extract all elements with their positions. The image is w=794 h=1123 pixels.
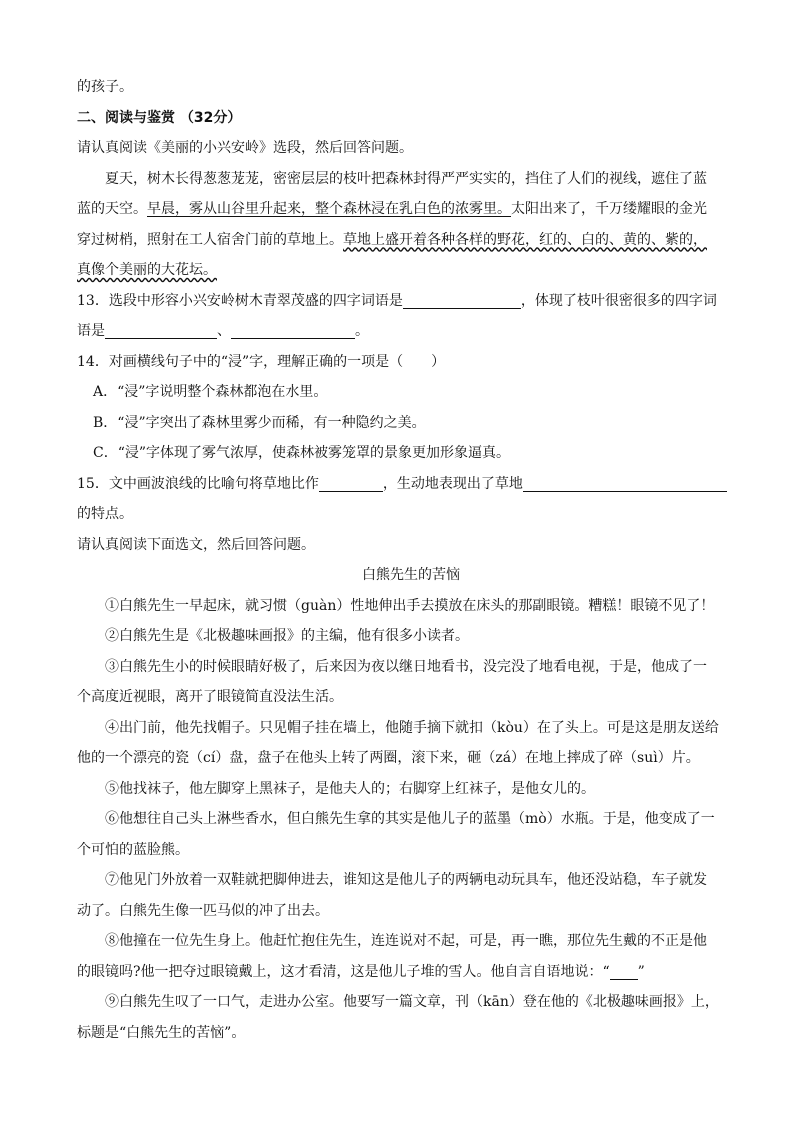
story-paragraph: ⑤他找袜子，他左脚穿上黑袜子，是他夫人的；右脚穿上红袜子，是他女儿的。 xyxy=(105,780,595,797)
question-15: 15．文中画波浪线的比喻句将草地比作 ，生动地表现出了草地 xyxy=(77,469,745,500)
question-14: 14．对画横线句子中的“浸”字，理解正确的一项是（ ） xyxy=(77,353,446,370)
story-paragraph-cont: 他的一个漂亮的瓷（cí）盘，盘子在他头上转了两圈，滚下来，砸（zá）在地上摔成了碎（suì）片。 xyxy=(77,750,700,766)
story-paragraph-cont: 动了。白熊先生像一匹马似的冲了出去。 xyxy=(77,902,329,919)
option-c[interactable]: C．“浸”字体现了雾气浓厚，使森林被雾笼罩的景象更加形象逼真。 xyxy=(93,445,511,461)
story-paragraph: ⑦他见门外放着一双鞋就把脚伸进去，谁知这是他儿子的两辆电动玩具车，他还没站稳，车子就发 xyxy=(105,872,707,888)
question-13-cont: 语是 、 。 xyxy=(77,316,745,347)
story-paragraph: ④出门前，他先找帽子。只见帽子挂在墙上，他随手摘下就扣（kòu）在了头上。可是这是朋友送给 xyxy=(105,719,719,736)
story-paragraph-cont: 个可怕的蓝脸熊。 xyxy=(77,841,189,858)
wavy-underlined-sentence: 真像个美丽的大花坛。 xyxy=(77,262,217,278)
reading-instruction: 请认真阅读《美丽的小兴安岭》选段，然后回答问题。 xyxy=(77,140,413,156)
story-paragraph: ⑨白熊先生叹了一口气，走进办公室。他要写一篇文章，刊（kān）登在他的《北极趣味画报》上， xyxy=(105,994,719,1010)
passage-line: 夏天，树木长得葱葱茏茏，密密层层的枝叶把森林封得严严实实的，挡住了人们的视线，遮住了蓝 xyxy=(105,170,707,187)
story-paragraph: ③白熊先生小的时候眼睛好极了，后来因为夜以继日地看书，没完没了地看电视，于是，他成了一 xyxy=(105,658,707,675)
passage-line: 蓝的天空。早晨，雾从山谷里升起来，整个森林浸在乳白色的浓雾里。太阳出来了，千万缕耀眼的金光 xyxy=(77,201,707,217)
document-page xyxy=(77,72,745,1048)
story-title: 白熊先生的苦恼 xyxy=(362,567,460,583)
story-paragraph: ⑧他撞在一位先生身上。他赶忙抱住先生，连连说对不起，可是，再一瞧，那位先生戴的不正是他 xyxy=(105,933,707,949)
passage-line: 穿过树梢，照射在工人宿舍门前的草地上。草地上盛开着各种各样的野花，红的、白的、黄的、紫的， xyxy=(77,231,707,248)
passage-line xyxy=(77,255,745,286)
question-15-cont: 的特点。 xyxy=(77,506,133,522)
wavy-underlined-sentence: 草地上盛开着各种各样的野花，红的、白的、黄的、紫的， xyxy=(343,231,707,248)
story-paragraph: ①白熊先生一早起床，就习惯（guàn）性地伸出手去摸放在床头的那副眼镜。糟糕！眼镜不见了！ xyxy=(105,597,715,614)
story-paragraph: ⑥他想往自己头上淋些香水，但白熊先生拿的其实是他儿子的蓝墨（mò）水瓶。于是，他变成了一 xyxy=(105,811,715,827)
story-paragraph-cont: 个高度近视眼，离开了眼镜简直没法生活。 xyxy=(77,689,343,705)
option-b[interactable]: B．“浸”字突出了森林里雾少而稀，有一种隐约之美。 xyxy=(93,414,426,431)
answer-blank[interactable] xyxy=(403,290,521,309)
answer-blank[interactable] xyxy=(610,961,638,980)
text-line: 的孩子。 xyxy=(77,79,133,95)
question-13: 13．选段中形容小兴安岭树木青翠茂盛的四字词语是 ，体现了枝叶很密很多的四字词 xyxy=(77,286,745,317)
reading-instruction: 请认真阅读下面选文，然后回答问题。 xyxy=(77,536,315,553)
story-paragraph: ②白熊先生是《北极趣味画报》的主编，他有很多小读者。 xyxy=(105,628,469,644)
underlined-sentence: 早晨，雾从山谷里升起来，整个森林浸在乳白色的浓雾里。 xyxy=(147,201,511,217)
answer-blank[interactable] xyxy=(523,473,727,492)
answer-blank[interactable] xyxy=(105,320,217,339)
section-heading: 二、阅读与鉴赏 （32分） xyxy=(77,109,242,126)
answer-blank[interactable] xyxy=(319,473,383,492)
story-paragraph-cont: 标题是“白熊先生的苦恼”。 xyxy=(77,1024,246,1041)
option-a[interactable]: A．“浸”字说明整个森林都泡在水里。 xyxy=(93,384,328,400)
story-paragraph-cont: 的眼镜吗?他一把夺过眼镜戴上，这才看清，这是他儿子堆的雪人。他自言自语地说：“ ” xyxy=(77,957,745,988)
answer-blank[interactable] xyxy=(231,320,355,339)
